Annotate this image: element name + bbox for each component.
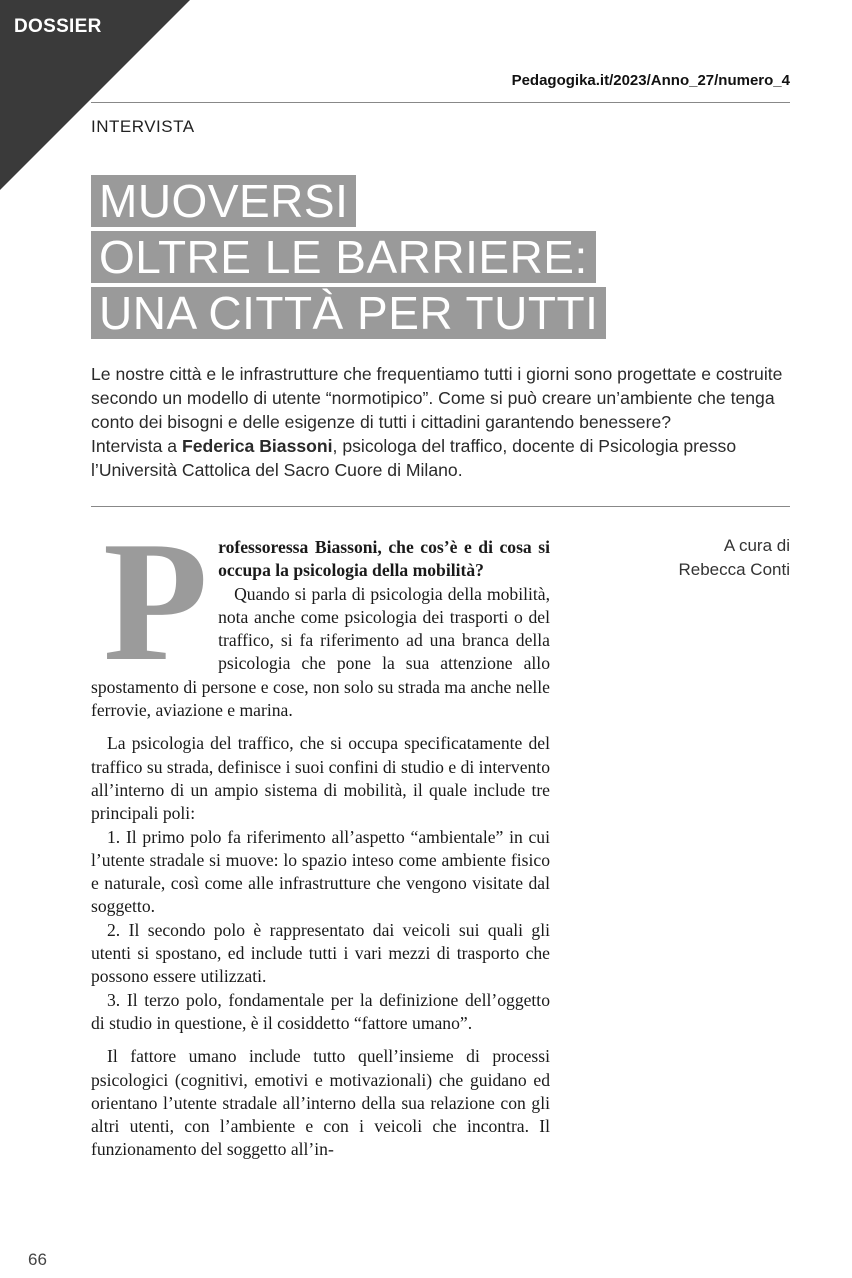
title-line: UNA CITTÀ PER TUTTI [91, 287, 606, 339]
body-paragraph: 2. Il secondo polo è rappresentato dai veicoli sui quali gli utenti si spostano, ed include tutti i vari mezzi di trasporto che possono essere utilizzati. [91, 919, 550, 987]
lead-rest: , psicologa del traffico, docente di Psicologia presso l’Università Cattolica del Sacro Cuore di Milano. [91, 436, 737, 480]
interview-question: rofessoressa Biassoni, che cos’è e di cosa si occupa la psicologia della mobilità? [218, 537, 550, 581]
drop-cap: P [103, 507, 209, 697]
author-credit [678, 534, 790, 582]
section-tag: DOSSIER [14, 16, 102, 37]
body-paragraph: 1. Il primo polo fa riferimento all’aspetto “ambientale” in cui l’utente stradale si muove: lo spazio inteso come ambiente fisico e naturale, così come alle infrastrutture che vengono visitate dal soggetto. [91, 826, 550, 917]
title-line: OLTRE LE BARRIERE: [91, 231, 596, 283]
page-number: 66 [28, 1250, 47, 1269]
credit-name: Rebecca Conti [678, 560, 790, 579]
lead-text: Le nostre città e le infrastrutture che frequentiamo tutti i giorni sono progettate e costruite secondo un modello di utente “normotipico”. Come si può creare un’ambiente che tenga conto dei bisogni e delle esigenze di tutti i cittadini garantendo benessere? [91, 364, 783, 432]
article-body [91, 507, 550, 1162]
body-paragraph: Quando si parla di psicologia della mobilità, nota anche come psicologia dei trasporti o del traffico, si fa riferimento ad una branca della psicologia che pone la sua attenzione allo spostamento di persone e cose, non solo su strada ma anche nelle ferrovie, aviazione e marina. [91, 583, 550, 721]
lead-intro: Intervista a [91, 436, 182, 456]
article-title [91, 175, 606, 343]
top-divider [91, 102, 790, 103]
credit-label: A cura di [723, 536, 790, 555]
body-paragraph: La psicologia del traffico, che si occupa specificatamente del traffico su strada, definisce i suoi confini di studio e di intervento all’interno di un ampio sistema di mobilità, il quale include tre principali poli: [91, 733, 550, 824]
interviewee-name: Federica Biassoni [181, 436, 333, 456]
body-paragraph: Il fattore umano include tutto quell’insieme di processi psicologici (cognitivi, emotivi e motivazionali) che guidano ed orientano l’utente stradale all’interno della sua relazione con gli altri utenti, con l’ambiente e con i veicoli che incontra. Il funzionamento del soggetto all’in- [91, 1046, 550, 1160]
title-line: MUOVERSI [91, 175, 356, 227]
article-lead [91, 362, 791, 482]
body-paragraph: 3. Il terzo polo, fondamentale per la definizione dell’oggetto di studio in questione, è il cosiddetto “fattore umano”. [91, 989, 550, 1033]
article-kicker: INTERVISTA [91, 117, 195, 136]
issue-reference: Pedagogika.it/2023/Anno_27/numero_4 [511, 72, 790, 89]
